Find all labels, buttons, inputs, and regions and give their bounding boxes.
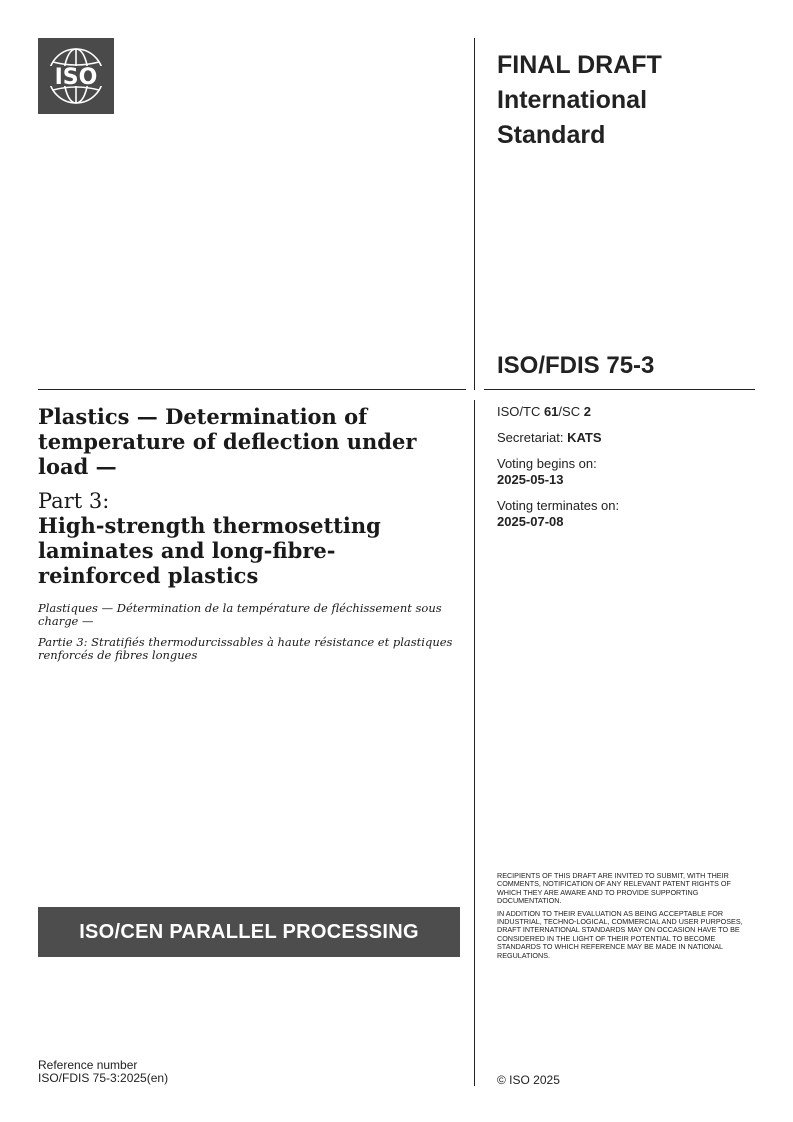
status-line-3: Standard (497, 121, 606, 149)
title-block (38, 404, 458, 662)
document-meta (497, 404, 757, 530)
part-title: High-strength thermosetting laminates and long-fibre-reinforced plastics (38, 513, 381, 588)
horizontal-divider-left (38, 389, 466, 390)
status-line-2: International (497, 86, 648, 114)
voting-begins-label: Voting begins on: (497, 456, 597, 471)
french-part-title: Partie 3: Stratifiés thermodurcissables à haute résistance et plastiques renforcés de fibres longues (38, 635, 453, 662)
voting-begins-date: 2025-05-13 (497, 472, 564, 487)
iso-globe-logo-icon (38, 38, 114, 114)
secretariat-value: KATS (567, 430, 602, 445)
french-main-title: Plastiques — Détermination de la température de fléchissement sous charge — (38, 601, 442, 628)
document-number: ISO/FDIS 75-3 (497, 352, 655, 379)
sc-prefix: /SC (558, 404, 584, 419)
committee-prefix: ISO/TC (497, 404, 544, 419)
notice-paragraph-1: RECIPIENTS OF THIS DRAFT ARE INVITED TO SUBMIT, WITH THEIR COMMENTS, NOTIFICATION OF ANY RELEVANT PATENT RIGHTS OF WHICH THEY ARE AWARE AND TO PROVIDE SUPPORTING DOCUMENTATION. (497, 871, 731, 906)
reference-label: Reference number (38, 1058, 138, 1072)
vertical-divider-top (474, 38, 475, 390)
notice-paragraph-2: IN ADDITION TO THEIR EVALUATION AS BEING ACCEPTABLE FOR INDUSTRIAL, TECHNO-LOGICAL, COMMERCIAL AND USER PURPOSES, DRAFT INTERNATIONAL STANDARDS MAY ON OCCASION HAVE TO BE CONSIDERED IN THE LIGHT OF THEIR POTENTIAL TO BECOME STANDARDS TO WHICH REFERENCE MAY BE MADE IN NATIONAL REGULATIONS. (497, 908, 743, 960)
committee (497, 404, 757, 420)
reference-value: ISO/FDIS 75-3:2025(en) (38, 1071, 169, 1085)
sc-number: 2 (583, 404, 591, 419)
copyright: © ISO 2025 (497, 1073, 560, 1087)
horizontal-divider-right (484, 389, 755, 390)
recipients-notice (497, 872, 757, 964)
voting-terminates-date: 2025-07-08 (497, 514, 564, 529)
secretariat-label: Secretariat: (497, 430, 568, 445)
reference-number (38, 1059, 168, 1085)
logo-text: ISO (54, 65, 98, 90)
vertical-divider-bottom (474, 400, 475, 1086)
document-status (497, 48, 757, 153)
tc-number: 61 (543, 404, 559, 419)
part-label: Part 3: (38, 489, 110, 513)
parallel-processing-banner: ISO/CEN PARALLEL PROCESSING (38, 907, 460, 957)
main-title: Plastics — Determination of temperature of deflection under load — (38, 404, 417, 479)
status-line-1: FINAL DRAFT (497, 51, 662, 79)
secretariat (497, 430, 757, 446)
voting-terminates-label: Voting terminates on: (497, 498, 620, 513)
